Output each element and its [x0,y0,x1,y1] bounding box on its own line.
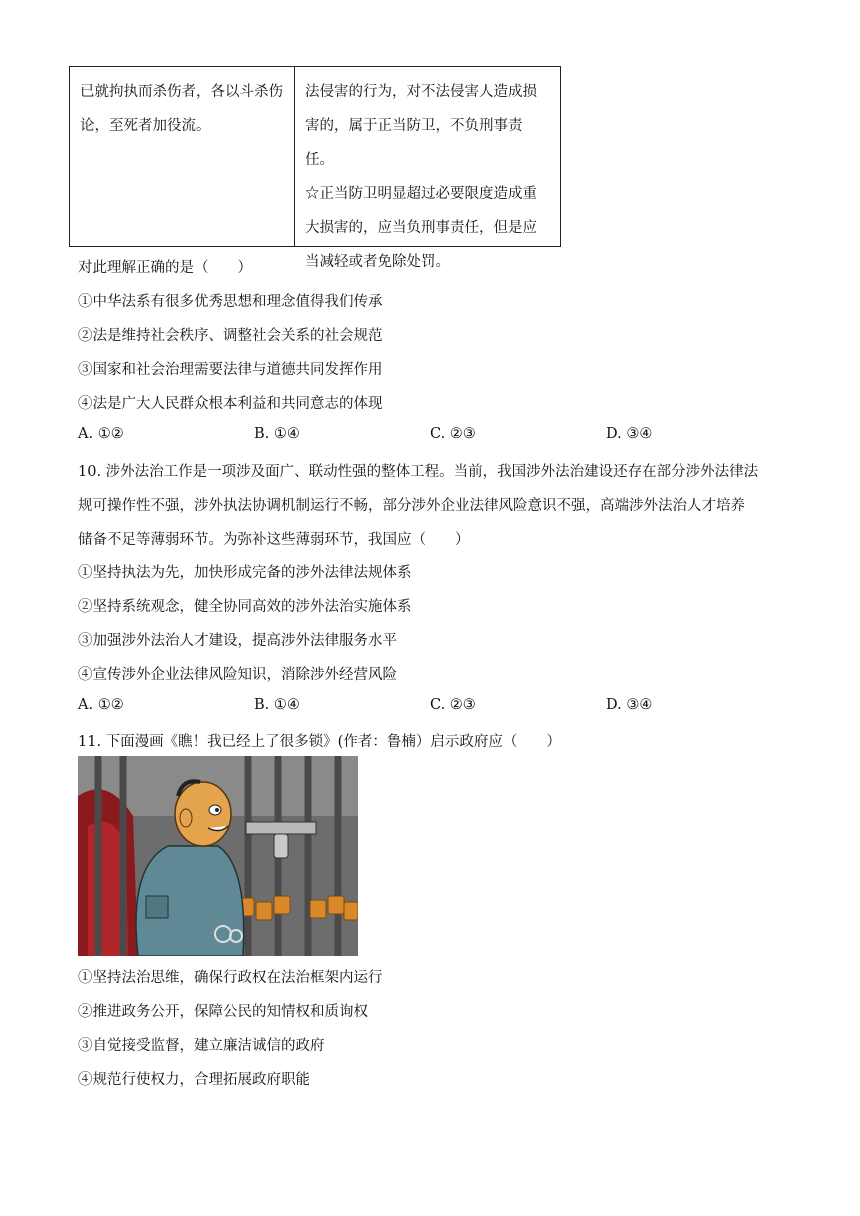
q10-item-3: ③加强涉外法治人才建设，提高涉外法律服务水平 [78,633,397,649]
q10-stem-line: 规可操作性不强，涉外执法协调机制运行不畅，部分涉外企业法律风险意识不强，高端涉外法治人才培养 [78,498,745,514]
q9-option-b[interactable]: B. ①④ [254,426,300,442]
table-left-line: 已就拘执而杀伤者，各以斗杀伤 [80,84,283,100]
table-cell-left [70,67,295,246]
table-right-line: 害的，属于正当防卫，不负刑事责任。 [305,118,523,168]
q10-option-a[interactable]: A. ①② [78,697,124,713]
q11-item-4: ④规范行使权力，合理拓展政府职能 [78,1072,310,1088]
q11-item-3: ③自觉接受监督，建立廉洁诚信的政府 [78,1038,325,1054]
q10-item-1: ①坚持执法为先，加快形成完备的涉外法律法规体系 [78,565,412,581]
table-cell-right [295,67,560,270]
cartoon-image [78,756,358,956]
q9-item-3: ③国家和社会治理需要法律与道德共同发挥作用 [78,362,383,378]
q10-option-b[interactable]: B. ①④ [254,697,300,713]
q10-item-4: ④宣传涉外企业法律风险知识，消除涉外经营风险 [78,667,397,683]
table-left-line: 论，至死者加役流。 [80,118,211,134]
q9-option-d[interactable]: D. ③④ [606,426,653,442]
q10-option-c[interactable]: C. ②③ [430,697,476,713]
table-right-line: 当减轻或者免除处罚。 [305,254,450,270]
q10-option-d[interactable]: D. ③④ [606,697,653,713]
q9-option-a[interactable]: A. ①② [78,426,124,442]
q11-item-1: ①坚持法治思维，确保行政权在法治框架内运行 [78,970,383,986]
q9-option-c[interactable]: C. ②③ [430,426,476,442]
q10-stem-line: 10. 涉外法治工作是一项涉及面广、联动性强的整体工程。当前，我国涉外法治建设还存在部分涉外法律法 [78,464,759,480]
q9-item-2: ②法是维持社会秩序、调整社会关系的社会规范 [78,328,383,344]
table-right-line: 大损害的，应当负刑事责任，但是应 [305,220,537,236]
q9-item-1: ①中华法系有很多优秀思想和理念值得我们传承 [78,294,383,310]
q9-item-4: ④法是广大人民群众根本利益和共同意志的体现 [78,396,383,412]
q11-item-2: ②推进政务公开，保障公民的知情权和质询权 [78,1004,368,1020]
q10-item-2: ②坚持系统观念，健全协同高效的涉外法治实施体系 [78,599,412,615]
table-right-line: ☆正当防卫明显超过必要限度造成重 [305,186,537,202]
q9-stem: 对此理解正确的是（ ） [78,260,252,276]
table-right-line: 法侵害的行为，对不法侵害人造成损 [305,84,537,100]
q10-stem-line: 储备不足等薄弱环节。为弥补这些薄弱环节，我国应（ ） [78,532,470,548]
q11-stem: 11. 下面漫画《瞧！我已经上了很多锁》(作者：鲁楠）启示政府应（ ） [78,734,561,750]
